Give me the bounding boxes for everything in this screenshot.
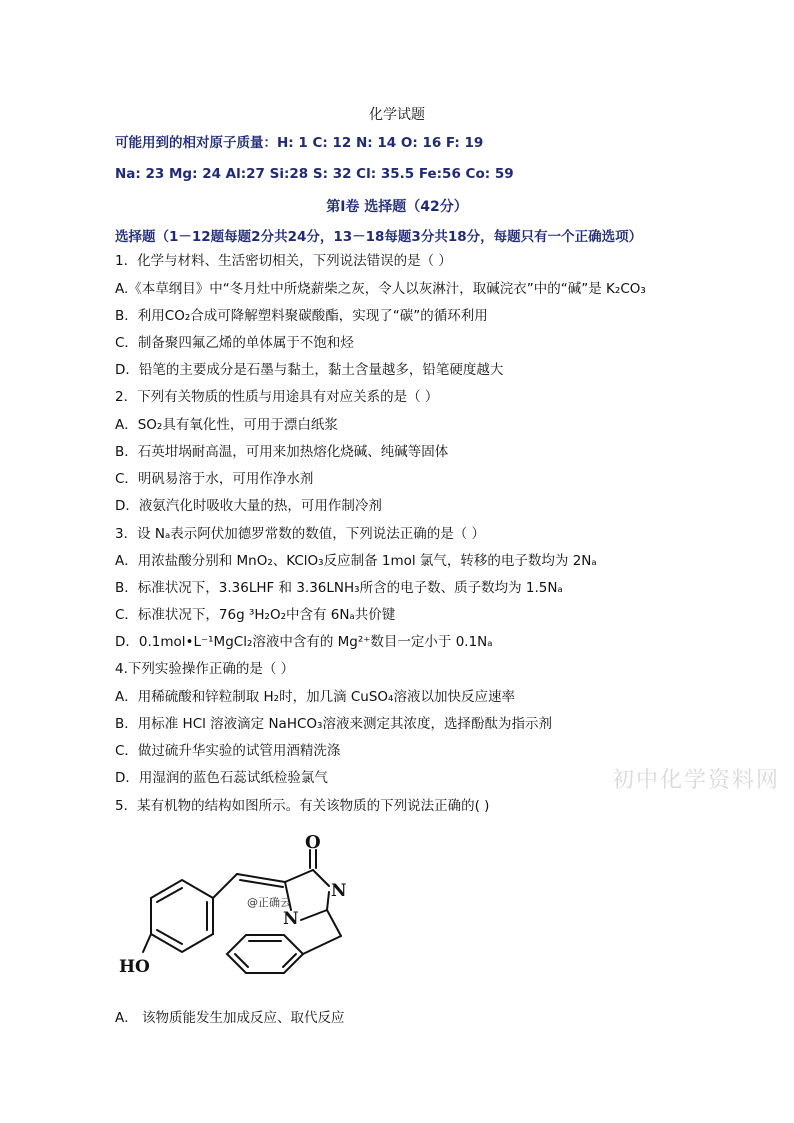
instructions: 选择题（1－12题每题2分共24分，13－18每题3分共18分，每题只有一个正确选项） xyxy=(115,229,643,245)
ring-bond-co-n xyxy=(313,870,329,886)
question-4-option-d: D．用湿润的蓝色石蕊试纸检验氯气 xyxy=(115,770,328,786)
question-1-option-c: C．制备聚四氟乙烯的单体属于不饱和烃 xyxy=(115,335,354,351)
atomic-mass-line-2: Na: 23 Mg: 24 Al:27 Si:28 S: 32 Cl: 35.5 Fe:56 Co: 59 xyxy=(115,166,514,182)
atom-label-ho: HO xyxy=(119,957,150,977)
question-2-option-c: C．明矾易溶于水，可用作净水剂 xyxy=(115,471,314,487)
vinyl-bond-1 xyxy=(213,874,237,898)
question-1-option-a: A.《本草纲目》中“冬月灶中所烧薪柴之灰，令人以灰淋汁，取碱浣衣”中的“碱”是 K₂CO₃ xyxy=(115,281,646,297)
section-title: 第Ⅰ卷 选择题（42分） xyxy=(326,199,468,215)
question-1-option-d: D．铅笔的主要成分是石墨与黏土，黏土含量越多，铅笔硬度越大 xyxy=(115,362,504,378)
question-1-option-b: B．利用CO₂合成可降解塑料聚碳酸酯，实现了“碳”的循环利用 xyxy=(115,308,488,324)
question-2-stem: 2．下列有关物质的性质与用途具有对应关系的是（ ） xyxy=(115,389,439,405)
ring-bond-n-c xyxy=(327,892,329,910)
benzene-double-3 xyxy=(283,954,296,967)
chain-bond-1 xyxy=(327,910,341,936)
ring-bond-c-n xyxy=(301,910,327,920)
atom-label-o: O xyxy=(305,832,321,853)
oh-bond xyxy=(143,934,151,952)
chain-bond-2 xyxy=(303,936,341,954)
molecule-structure xyxy=(115,828,415,998)
page-title: 化学试题 xyxy=(369,107,425,123)
question-4-stem: 4.下列实验操作正确的是（ ） xyxy=(115,661,295,677)
question-3-option-c: C．标准状况下，76g ³H₂O₂中含有 6Nₐ共价键 xyxy=(115,607,396,623)
watermark: 初中化学资料网 xyxy=(612,768,781,793)
ring-bond-c-co xyxy=(285,870,313,882)
question-1-stem: 1．化学与材料、生活密切相关，下列说法错误的是（ ） xyxy=(115,253,452,269)
question-3-option-a: A．用浓盐酸分别和 MnO₂、KClO₃反应制备 1mol 氯气，转移的电子数均为 2Nₐ xyxy=(115,553,597,569)
atom-label-n2: N xyxy=(283,909,299,929)
question-2-option-a: A．SO₂具有氧化性，可用于漂白纸浆 xyxy=(115,417,338,433)
question-3-option-b: B．标准状况下，3.36LHF 和 3.36LNH₃所含的电子数、质子数均为 1.5Nₐ xyxy=(115,580,563,596)
question-4-option-c: C．做过硫升华实验的试管用酒精洗涤 xyxy=(115,743,341,759)
phenol-ring xyxy=(151,880,213,952)
atom-label-n1: N xyxy=(331,881,347,901)
question-4-option-b: B．用标准 HCl 溶液滴定 NaHCO₃溶液来测定其浓度，选择酚酞为指示剂 xyxy=(115,716,552,732)
question-2-option-d: D．液氨汽化时吸收大量的热，可用作制冷剂 xyxy=(115,498,382,514)
question-2-option-b: B．石英坩埚耐高温，可用来加热熔化烧碱、纯碱等固体 xyxy=(115,444,449,460)
phenol-double-1 xyxy=(157,888,182,902)
stamp-text: @正确云 xyxy=(247,896,291,909)
question-3-stem: 3．设 Nₐ表示阿伏加德罗常数的数值，下列说法正确的是（ ） xyxy=(115,526,486,542)
question-4-option-a: A．用稀硫酸和锌粒制取 H₂时，加几滴 CuSO₄溶液以加快反应速率 xyxy=(115,689,515,705)
phenol-double-3 xyxy=(157,930,182,944)
question-5-stem: 5．某有机物的结构如图所示。有关该物质的下列说法正确的( ) xyxy=(115,798,490,814)
atomic-mass-line-1: 可能用到的相对原子质量：H: 1 C: 12 N: 14 O: 16 F: 19 xyxy=(115,135,484,151)
question-5-option-a: A． 该物质能发生加成反应、取代反应 xyxy=(115,1010,345,1026)
question-3-option-d: D．0.1mol•L⁻¹MgCl₂溶液中含有的 Mg²⁺数目一定小于 0.1Nₐ xyxy=(115,634,493,650)
